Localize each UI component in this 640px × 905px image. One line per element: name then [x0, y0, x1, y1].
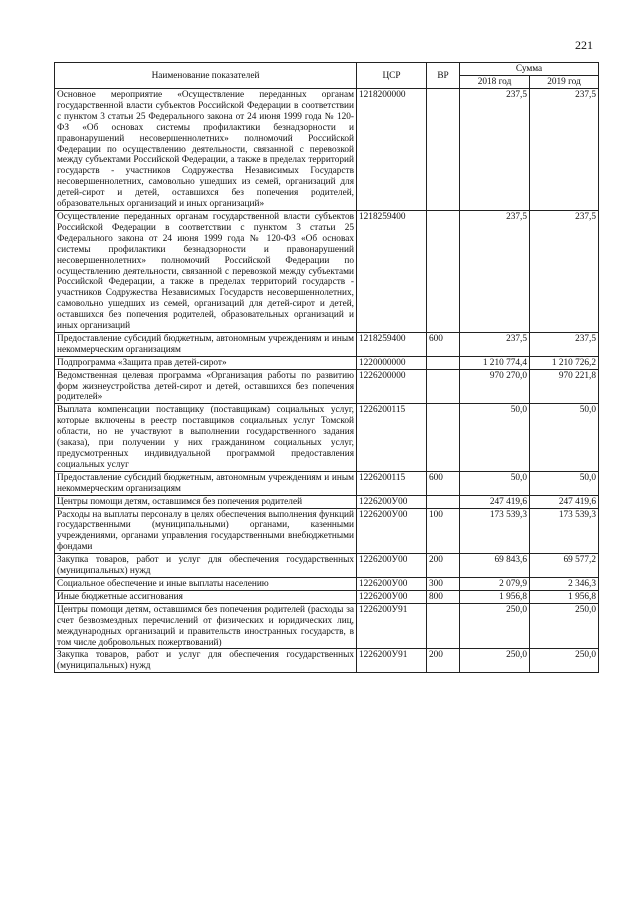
sum-2019-cell: 250,0: [530, 649, 599, 673]
header-sum: Сумма: [460, 63, 599, 76]
sum-2018-cell: 69 843,6: [460, 554, 530, 578]
name-cell: Осуществление переданных органам государственной власти субъектов Российской Федерации в соответствии с пунктом 3 статьи 25 Федерального закона от 24 июня 1999 года № 120-ФЗ «Об основах системы профилактики безнадзорности и правонарушений несовершеннолетних» полномочий Российской Федерации по осуществлению деятельности, связанной с перевозкой между субъектами Российской Федерации, а также в пределах территорий государств - участников Содружества Независимых Государств несовершеннолетних, самовольно ушедших из семей, организаций для детей-сирот и детей, оставшихся без попечения родителей, образовательных организаций и иных организаций: [55, 210, 357, 332]
csr-cell: 1226200У00: [357, 495, 427, 508]
sum-2019-cell: 69 577,2: [530, 554, 599, 578]
header-year-2019: 2019 год: [530, 76, 599, 89]
csr-cell: 1226200115: [357, 471, 427, 495]
sum-2019-cell: 2 346,3: [530, 577, 599, 590]
sum-2019-cell: 50,0: [530, 471, 599, 495]
header-vr: ВР: [427, 63, 460, 89]
sum-2018-cell: 250,0: [460, 603, 530, 649]
table-row: [55, 369, 599, 404]
csr-cell: 1226200У91: [357, 603, 427, 649]
csr-cell: 1218200000: [357, 89, 427, 211]
csr-cell: 1226200У00: [357, 577, 427, 590]
sum-2018-cell: 250,0: [460, 649, 530, 673]
table-row: [55, 577, 599, 590]
vr-cell: [427, 495, 460, 508]
vr-cell: [427, 210, 460, 332]
vr-cell: 100: [427, 508, 460, 554]
vr-cell: 300: [427, 577, 460, 590]
table-row: [55, 210, 599, 332]
sum-2019-cell: 1 956,8: [530, 590, 599, 603]
table-row: [55, 495, 599, 508]
name-cell: Расходы на выплаты персоналу в целях обеспечения выполнения функций государственными (муниципальными) органами, казенными учреждениями, органами управления государственными внебюджетными фондами: [55, 508, 357, 554]
sum-2018-cell: 2 079,9: [460, 577, 530, 590]
vr-cell: [427, 369, 460, 404]
sum-2018-cell: 1 210 774,4: [460, 356, 530, 369]
sum-2018-cell: 50,0: [460, 471, 530, 495]
table-row: [55, 508, 599, 554]
sum-2019-cell: 50,0: [530, 404, 599, 471]
header-year-2018: 2018 год: [460, 76, 530, 89]
vr-cell: [427, 404, 460, 471]
name-cell: Иные бюджетные ассигнования: [55, 590, 357, 603]
vr-cell: [427, 89, 460, 211]
header-csr: ЦСР: [357, 63, 427, 89]
sum-2019-cell: 250,0: [530, 603, 599, 649]
vr-cell: 600: [427, 471, 460, 495]
table-row: [55, 649, 599, 673]
name-cell: Центры помощи детям, оставшимся без попечения родителей: [55, 495, 357, 508]
name-cell: Центры помощи детям, оставшимся без попечения родителей (расходы за счет безвозмездных перечислений от физических и юридических лиц, международных организаций и правительств иностранных государств, в том числе добровольных пожертвований): [55, 603, 357, 649]
table-row: [55, 89, 599, 211]
sum-2019-cell: 173 539,3: [530, 508, 599, 554]
table-row: [55, 554, 599, 578]
vr-cell: [427, 356, 460, 369]
sum-2018-cell: 173 539,3: [460, 508, 530, 554]
sum-2018-cell: 50,0: [460, 404, 530, 471]
sum-2019-cell: 1 210 726,2: [530, 356, 599, 369]
sum-2019-cell: 970 221,8: [530, 369, 599, 404]
table-row: [55, 404, 599, 471]
sum-2019-cell: 237,5: [530, 210, 599, 332]
sum-2018-cell: 237,5: [460, 332, 530, 356]
name-cell: Предоставление субсидий бюджетным, автономным учреждениям и иным некоммерческим организациям: [55, 332, 357, 356]
csr-cell: 1226200У00: [357, 554, 427, 578]
csr-cell: 1226200У00: [357, 508, 427, 554]
csr-cell: 1226200У00: [357, 590, 427, 603]
budget-table: [54, 62, 599, 673]
table-header: [55, 63, 599, 89]
table-row: [55, 603, 599, 649]
table-row: [55, 590, 599, 603]
sum-2018-cell: 237,5: [460, 89, 530, 211]
table-row: [55, 332, 599, 356]
sum-2018-cell: 1 956,8: [460, 590, 530, 603]
csr-cell: 1226200У91: [357, 649, 427, 673]
name-cell: Предоставление субсидий бюджетным, автономным учреждениям и иным некоммерческим организациям: [55, 471, 357, 495]
sum-2018-cell: 247 419,6: [460, 495, 530, 508]
vr-cell: 200: [427, 554, 460, 578]
name-cell: Закупка товаров, работ и услуг для обеспечения государственных (муниципальных) нужд: [55, 649, 357, 673]
table-row: [55, 356, 599, 369]
sum-2018-cell: 237,5: [460, 210, 530, 332]
name-cell: Выплата компенсации поставщику (поставщикам) социальных услуг, которые включены в реестр поставщиков социальных услуг Томской области, но не участвуют в выполнении государственного задания (заказа), при получении у них гражданином социальных услуг, предусмотренных индивидуальной программой предоставления социальных услуг: [55, 404, 357, 471]
vr-cell: [427, 603, 460, 649]
name-cell: Основное мероприятие «Осуществление переданных органам государственной власти субъектов Российской Федерации в соответствии с пунктом 3 статьи 25 Федерального закона от 24 июня 1999 года № 120-ФЗ «Об основах системы профилактики безнадзорности и правонарушений несовершеннолетних» полномочий Российской Федерации по осуществлению деятельности, связанной с перевозкой между субъектами Российской Федерации, а также в пределах территорий государств - участников Содружества Независимых Государств несовершеннолетних, самовольно ушедших из семей, организаций для детей-сирот и детей, оставшихся без попечения родителей, образовательных организаций и иных организаций»: [55, 89, 357, 211]
vr-cell: 200: [427, 649, 460, 673]
name-cell: Закупка товаров, работ и услуг для обеспечения государственных (муниципальных) нужд: [55, 554, 357, 578]
table-body: [55, 89, 599, 673]
table-row: [55, 471, 599, 495]
header-name: Наименование показателей: [55, 63, 357, 89]
csr-cell: 1218259400: [357, 210, 427, 332]
vr-cell: 600: [427, 332, 460, 356]
csr-cell: 1226200115: [357, 404, 427, 471]
sum-2019-cell: 237,5: [530, 89, 599, 211]
page-number: 221: [575, 38, 593, 52]
sum-2018-cell: 970 270,0: [460, 369, 530, 404]
sum-2019-cell: 247 419,6: [530, 495, 599, 508]
csr-cell: 1220000000: [357, 356, 427, 369]
name-cell: Подпрограмма «Защита прав детей-сирот»: [55, 356, 357, 369]
name-cell: Ведомственная целевая программа «Организация работы по развитию форм жизнеустройства детей-сирот и детей, оставшихся без попечения родителей»: [55, 369, 357, 404]
csr-cell: 1226200000: [357, 369, 427, 404]
vr-cell: 800: [427, 590, 460, 603]
sum-2019-cell: 237,5: [530, 332, 599, 356]
name-cell: Социальное обеспечение и иные выплаты населению: [55, 577, 357, 590]
csr-cell: 1218259400: [357, 332, 427, 356]
